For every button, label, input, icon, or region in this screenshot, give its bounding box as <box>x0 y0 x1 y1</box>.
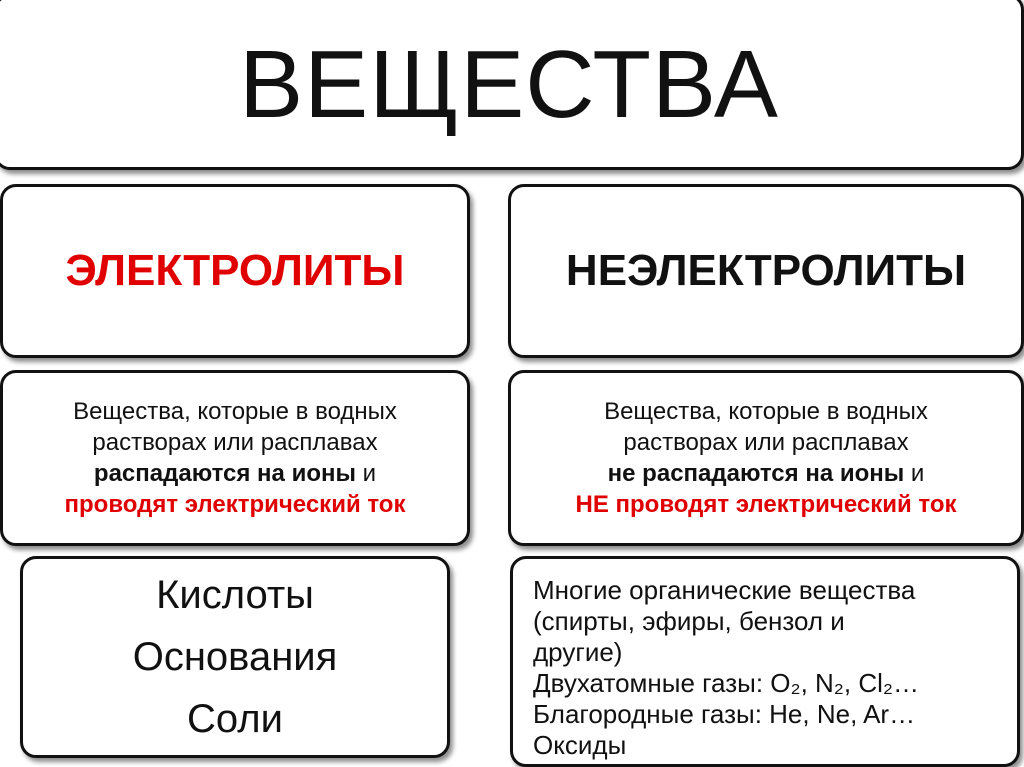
nonelectrolytes-label: НЕЭЛЕКТРОЛИТЫ <box>565 246 967 295</box>
definition-conjunction: и <box>355 460 377 487</box>
electrolytes-definition <box>65 396 406 520</box>
nonelectrolytes-header-box <box>508 184 1024 358</box>
definition-line <box>576 458 957 489</box>
title-box <box>0 0 1024 170</box>
definition-line: растворах или расплавах <box>623 429 909 456</box>
electrolytes-definition-box <box>0 370 470 546</box>
example-bases: Основания <box>132 635 338 679</box>
example-line: Многие органические вещества <box>533 575 916 605</box>
definition-line: Вещества, которые в водных <box>604 398 928 425</box>
example-acids: Кислоты <box>156 573 314 617</box>
example-line: Двухатомные газы: O₂, N₂, Cl₂… <box>533 668 919 698</box>
diagram-title: ВЕЩЕСТВА <box>239 31 779 138</box>
electrolytes-examples-box <box>20 556 450 758</box>
example-line: Благородные газы: He, Ne, Ar… <box>533 699 916 729</box>
definition-key-phrase: не распадаются на ионы <box>607 460 905 487</box>
definition-line: Вещества, которые в водных <box>73 398 397 425</box>
definition-conducts-phrase: проводят электрический ток <box>64 491 406 518</box>
example-line: Оксиды <box>533 730 627 760</box>
nonelectrolytes-examples-box <box>510 556 1020 767</box>
electrolytes-header-box <box>0 184 470 358</box>
nonelectrolytes-definition-box <box>508 370 1024 546</box>
example-line: другие) <box>533 637 623 667</box>
definition-conjunction: и <box>904 460 925 487</box>
definition-not-conducts-phrase: НЕ проводят электрический ток <box>575 491 957 518</box>
example-line: (спирты, эфиры, бензол и <box>533 606 845 636</box>
definition-line <box>65 458 406 489</box>
example-salts: Соли <box>187 697 283 741</box>
nonelectrolytes-definition <box>576 396 957 520</box>
definition-key-phrase: распадаются на ионы <box>93 460 356 487</box>
electrolytes-label: ЭЛЕКТРОЛИТЫ <box>65 246 405 295</box>
definition-line: растворах или расплавах <box>92 429 378 456</box>
